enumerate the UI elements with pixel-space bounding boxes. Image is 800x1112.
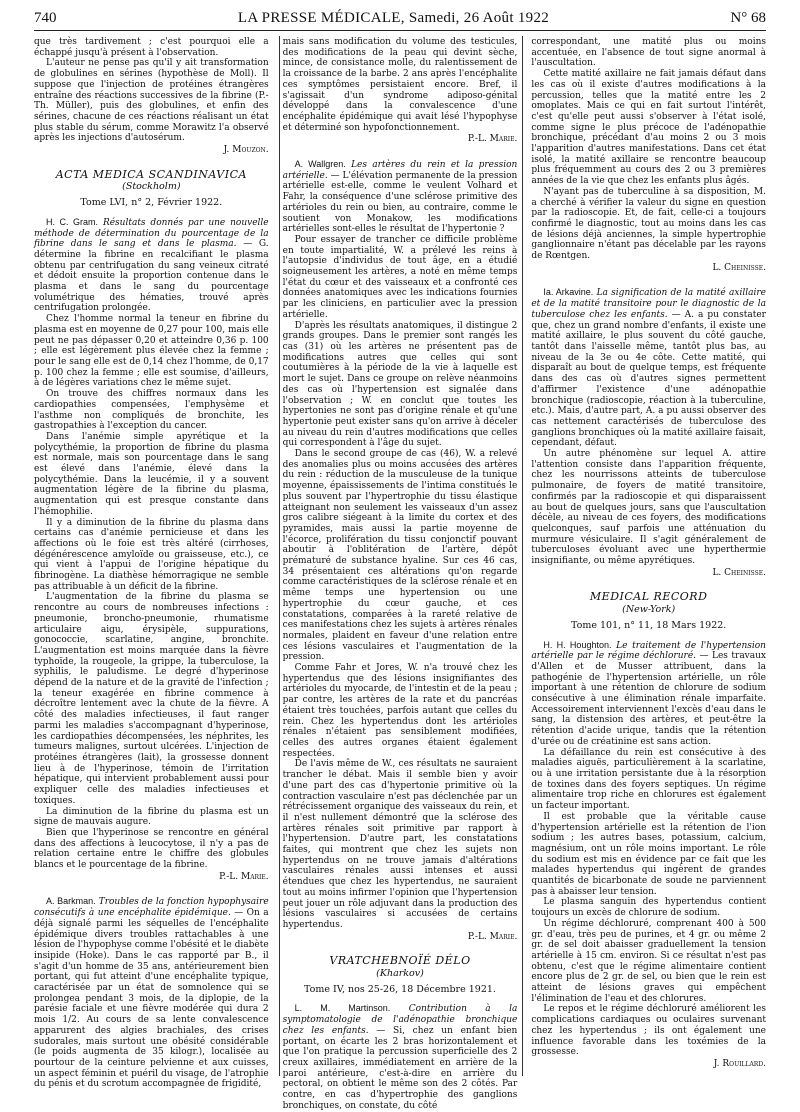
page-header bbox=[34, 10, 766, 31]
journal-heading: MEDICAL RECORD bbox=[589, 590, 708, 604]
abstract-gram bbox=[34, 217, 269, 314]
paragraph: Comme Fahr et Jores, W. n'a trouvé chez les hypertendus que des lésions insignifiantes des artérioles du myocarde, de l'intestin et de la peau ; par contre, les artères de la rate et du pancréas étaient très touchées, parfois autant que celles du rein. Chez les hypertendus dont les artérioles rénales n'étaient pas sensiblement modifiées, celles des autres organes étaient également respectées. bbox=[282, 663, 518, 759]
paragraph: La défaillance du rein est consécutive à des maladies aiguës, particulièrement à la scarlatine, ou à une irritation persistante due à la résorption de toxines dans des foyers septiques. Un régime alimentaire trop riche en chlorures est également un facteur important. bbox=[531, 747, 766, 812]
abstract-text: — L'élévation permanente de la pression artérielle est-elle, comme le veulent Volhard et Fahr, la conséquence d'une sclérose primitive des artérioles du rein ou bien, au contraire, comme le soutient von Monakow, les modifications artérielles sont-elles le résultat de l'hypertonie ? bbox=[282, 170, 518, 235]
abstract-text: — A. a pu constater que, chez un grand nombre d'enfants, il existe une matité axillaire, le plus souvent du côté gauche, tantôt dans l'aisselle même, tantôt plus bas, au niveau de la 3e ou 4e côte. Cette matité, qui disparaît au bout de quelque temps, est fréquente dans des cas où d'autres signes permettent d'affirmer l'existence d'une adénopathie bronchique (radioscopie, réaction à la tuberculine, etc.). Mais, d'autre part, A. a pu aussi observer des cas nettement caractérisés de tuberculose des ganglions bronchiques où la matité axillaire faisait, cependant, défaut. bbox=[531, 309, 766, 449]
signature: J. Mouzon. bbox=[223, 145, 269, 156]
journal-city: (Kharkov) bbox=[376, 968, 424, 980]
paragraph: Pour essayer de trancher ce difficile problème en toute impartialité, W. a prélevé les reins à l'autopsie d'individus de tout âge, en a étudié soigneusement les artères, a noté en même temps l'état du cœur et des vaisseaux et a confronté ces données anatomiques avec les indications fournies par les cliniciens, en particulier avec la pression artérielle. bbox=[282, 234, 518, 320]
paragraph: Un régime déchloruré, comprenant 400 à 500 gr. d'eau, très peu de purines, et 4 gr. ou même 2 gr. de sel doit abaisser graduellement la tension artérielle à 15 cm. environ. Si ce résultat n'est pas obtenu, c'est que le régime alimentaire contient encore plus de 2 gr. de sel, ou bien que le rein est atteint de lésions graves qui empêchent l'élimination de l'eau et des chlorures. bbox=[531, 918, 766, 1004]
paragraph: Dans l'anémie simple apyrétique et la polycythémie, la proportion de fibrine du plasma est normale, mais son pourcentage dans le sang est élevé dans l'anémie, élevé dans la polycythémie. Dans la leucémie, il y a souvent augmentation légère de la fibrine du plasma, augmentation qui est presque constante dans l'hémophilie. bbox=[34, 431, 269, 517]
volume-line: Tome LVI, n° 2, Février 1922. bbox=[80, 197, 223, 209]
journal-city: (Stockholm) bbox=[122, 181, 181, 193]
article-title: Troubles de la fonction hypophysaire consécutifs à une encéphalite épidémique. bbox=[34, 897, 269, 919]
abstract-text: — On a déjà signalé parmi les séquelles de l'encéphalite épidémique divers troubles rattachables à une lésion de l'hypophyse comme l'obésité et le diabète insipide (Hoke). Dans le cas rapporté par B., il s'agit d'un homme de 35 ans, antérieurement bien portant, qui fut atteint d'une encéphalite typique, caractérisée par un état de somnolence qui se prolongea pendant 3 mois, de la diplopie, de la parésie faciale et une fièvre modérée qui dura 2 mois 1/2. Au cours de sa lente convalescence apparurent des algies brachiales, des crises sudorales, mais surtout une obésité considérable (le poids augmenta de 35 kilogr.), localisée au pourtour de la ceinture pelvienne et aux cuisses, un aspect féminin et puéril du visage, de l'atrophie du pénis et du scrotum accompagnée de frigidité, bbox=[34, 908, 269, 1090]
abstract-houghton bbox=[531, 640, 766, 748]
paragraph: Chez l'homme normal la teneur en fibrine du plasma est en moyenne de 0,27 pour 100, mais elle peut ne pas dépasser 0,20 et atteindre 0,36 p. 100 ; elle est légèrement plus élevée chez la femme ; pour le sang elle est de 0,14 chez l'homme, de 0,17 p. 100 chez la femme ; elle est soumise, d'ailleurs, à de légères variations chez le même sujet. bbox=[34, 314, 269, 389]
paragraph: N'ayant pas de tuberculine à sa disposition, M. a cherché à vérifier la valeur du signe en question par la radioscopie. Et, de fait, celle-ci a toujours confirmé le diagnostic, tout au moins dans les cas de lésions déjà anciennes, la simple hypertrophie ganglionnaire n'étant pas décelable par les rayons de Rœntgen. bbox=[531, 186, 766, 262]
paragraph: L'auteur ne pense pas qu'il y ait transformation de globulines en sérines (hypothèse de Moll). Il suppose que l'injection de protéines étrangères entraîne des réactions successives de la fibrine (P.-Th. Müller), puis des globulines, et enfin des sérines, chacune de ces réactions réalisant un état plus stable du sérum, comme Morawitz l'a observé après les injections d'autosérum. bbox=[34, 58, 269, 144]
author-name: H. C. Gram. bbox=[46, 216, 99, 227]
volume-line: Tome 101, n° 11, 18 Mars 1922. bbox=[571, 619, 727, 631]
paragraph: Le repos et le régime déchloruré améliorent les complications cardiaques ou oculaires survenant chez les hypertendus ; ils ont également une influence favorable dans les toxémies de la grossesse. bbox=[531, 1004, 766, 1058]
article-title: Les artères du rein et la pression artérielle. bbox=[282, 160, 518, 181]
paragraph: L'augmentation de la fibrine du plasma se rencontre au cours de nombreuses infections : pneumonie, broncho-pneumonie, rhumatisme articulaire aigu, érysipèle, suppurations, gonococcie, scarlatine, angine, bronchite. L'augmentation est moins marquée dans la fièvre typhoïde, la rougeole, la grippe, la tuberculose, la syphilis, le paludisme. Le degré d'hyperinose dépend de la nature et de la gravité de l'infection ; la teneur exagérée en fibrine commence à décroître lentement avec la chute de la fièvre. A côté des maladies infectieuses, il faut ranger parmi les maladies s'accompagnant d'hyperinose, les cardiopathies décompensées, les néphrites, les tumeurs malignes, surtout ulcérées. L'injection de protéines étrangères (lait), la grossesse donnent lieu à de l'hyperinose, témoin de l'irritation hépatique, qui intervient probablement aussi pour expliquer celle des maladies infectieuses et toxiques. bbox=[34, 592, 269, 806]
journal-city: (New-York) bbox=[622, 604, 676, 616]
author-name: Ia. Arkavine. bbox=[543, 287, 594, 298]
signature: L. Cheinisse. bbox=[712, 567, 766, 578]
author-name: H. H. Houghton. bbox=[543, 639, 612, 650]
paragraph: La diminution de la fibrine du plasma est un signe de mauvais augure. bbox=[34, 806, 269, 828]
signature: L. Cheinisse. bbox=[712, 262, 766, 273]
author-name: A. Wallgren. bbox=[294, 159, 346, 170]
column-middle bbox=[283, 37, 518, 1112]
columns bbox=[34, 37, 766, 1112]
page-number: 740 bbox=[34, 10, 57, 26]
paragraph: D'après les résultats anatomiques, il distingue 2 grands groupes. Dans le premier sont rangés les cas (31) où les artères ne présentent pas de modifications autres que celles qui sont coutumières à la période de la vie à laquelle est mort le sujet. Dans ce groupe on relève néanmoins des cas où l'hypertension est signalée dans l'observation ; W. en conclut que toutes les hypertonies ne sont pas d'origine rénale et qu'une hypertonie peut exister sans qu'on arrive à déceler au niveau du rein d'autres modifications que celles qui correspondent à l'âge du sujet. bbox=[282, 320, 518, 449]
abstract-text: — Les travaux d'Allen et de Musser attribuent, dans la pathogénie de l'hypertension artérielle, un rôle important à une rétention de chlorure de sodium consécutive à une élimination rénale imparfaite. Accessoirement interviennent l'excès d'eau dans le sang, la distension des artères, et peut-être la rétention d'acide urique, tandis que la rétention d'urée ou de créatinine est sans action. bbox=[531, 651, 767, 747]
column-rule bbox=[279, 36, 280, 1076]
paragraph: Dans le second groupe de cas (46), W. a relevé des anomalies plus ou moins accusées des artères du rein : réduction de la musculeuse de la tunique moyenne, épaississements de l'intima constitués le plus souvent par l'hypertrophie du tissu élastique atteignant non seulement les vaisseaux d'un assez gros calibre siégeant à la limite du cortex et des pyramides, mais aussi la partie moyenne de l'écorce, prolifération du tissu conjonctif pouvant aboutir à l'oblitération de l'artère, dépôt prématuré de substance hyaline. Sur ces 46 cas, 34 présentaient ces altérations qu'on regarde comme caractéristiques de la sclérose rénale et en même temps une hypertension ou une hypertrophie du cœur gauche, et ces constatations, comparées à la rareté relative de ces manifestations chez les sujets à artères rénales normales, plaident en faveur d'une relation entre ces lésions vasculaires et l'augmentation de la pression. bbox=[282, 449, 518, 663]
journal-heading: ACTA MEDICA SCANDINAVICA bbox=[55, 167, 247, 181]
signature: J. Rouillard. bbox=[713, 1058, 766, 1069]
signature: P.-L. Marie. bbox=[467, 931, 518, 942]
author-name: L. M. Martinson. bbox=[294, 1003, 391, 1014]
paragraph: Il est probable que la véritable cause d'hypertension artérielle est la rétention de l'ion sodium ; les autres bases, potassium, calcium, magnésium, ont un rôle moins important. Le rôle du sodium est mis en évidence par ce fait que les malades hypertendus qui ingèrent de grandes quantités de bicarbonate de soude ne parviennent pas à abaisser leur tension. bbox=[531, 811, 766, 897]
paragraph: Bien que l'hyperinose se rencontre en général dans des affections à leucocytose, il n'y a pas de relation certaine entre le chiffre des globules blancs et le pourcentage de la fibrine. bbox=[34, 827, 269, 871]
column-rule bbox=[522, 36, 523, 1076]
abstract-text: — Si, chez un enfant bien portant, on écarte les 2 bras horizontalement et que l'on pratique la percussion superficielle des 2 creux axillaires, immédiatement en arrière de la paroi antérieure, c'est-à-dire en arrière du pectoral, on obtient le même son des 2 côtés. Par contre, en cas d'hypertrophie des ganglions bronchiques, on constate, du côté bbox=[282, 1025, 518, 1111]
article-title: Contribution à la symptomatologie de l'adénopathie bronchique chez les enfants. bbox=[282, 1004, 518, 1036]
journal-title: LA PRESSE MÉDICALE, Samedi, 26 Août 1922 bbox=[237, 10, 550, 26]
author-name: A. Barkman. bbox=[46, 896, 96, 907]
abstract-arkavine bbox=[531, 287, 766, 449]
paragraph: De l'avis même de W., ces résultats ne sauraient trancher le débat. Mais il semble bien y avoir d'une part des cas d'hypertonie primitive où la contraction vasculaire n'est pas déclenchée par un rétrécissement organique des vaisseaux du rein, et il n'est nullement démontré que la sclérose des artères rénales soit primitive par rapport à l'hypertension. D'autre part, les constatations faites, qui montrent que chez les sujets non hypertendus on ne trouve jamais d'altérations vasculaires rénales aussi intenses et aussi étendues que chez les hypertendus, ne sauraient tout au moins infirmer l'opinion que l'hypertension peut jouer un rôle adjuvant dans la production des lésions vasculaires si accusées de certains hypertendus. bbox=[282, 759, 518, 930]
column-left bbox=[34, 37, 269, 1112]
abstract-wallgren bbox=[283, 159, 518, 235]
column-right bbox=[531, 37, 766, 1112]
paragraph: correspondant, une matité plus ou moins accentuée, en l'absence de tout signe anormal à l'auscultation. bbox=[531, 37, 766, 69]
paragraph: Le plasma sanguin des hypertendus contient toujours un excès de chlorure de sodium. bbox=[531, 897, 766, 919]
article-title: Résultats donnés par une nouvelle méthode de détermination du pourcentage de la fibrine dans le sang et dans le plasma. bbox=[34, 217, 269, 250]
paragraph: Cette matité axillaire ne fait jamais défaut dans les cas où il existe d'autres modifications à la percussion, telles que la matité entre les 2 omoplates. Mais ce qui en fait surtout l'intérêt, c'est qu'elle peut aussi s'observer à l'état isolé, comme signe le plus précoce de l'adénopathie bronchique, précédant d'au moins 2 ou 3 mois l'apparition d'autres manifestations. Dans cet état isolé, la matité axillaire se rencontre beaucoup plus fréquemment au cours des 2 ou 3 premières années de la vie que chez les enfants plus âgés. bbox=[531, 69, 766, 187]
signature: P.-L. Marie. bbox=[219, 871, 269, 882]
article-title: La signification de la matité axillaire et de la matité transitoire pour le diagnostic de la tuberculose chez les enfants. bbox=[531, 288, 766, 320]
abstract-martinson bbox=[283, 1003, 518, 1111]
issue-number: N° 68 bbox=[730, 10, 766, 26]
journal-heading: VRATCHEBNOÏÉ DÉLO bbox=[329, 954, 471, 968]
paragraph: que très tardivement ; c'est pourquoi elle a échappé jusqu'à présent à l'observation. bbox=[34, 37, 269, 58]
abstract-text: — G. détermine la fibrine en recalcifiant le plasma obtenu par centrifugation du sang veineux citraté et dédoit ensuite la proportion contenue dans le plasma et dans le sang du pourcentage volumétrique des hématies, trouvé après centrifugation prolongée. bbox=[34, 239, 269, 314]
signature: P.-L. Marie. bbox=[467, 134, 518, 145]
paragraph: mais sans modification du volume des testicules, des modifications de la peau qui devint sèche, mince, de consistance molle, du ralentissement de la croissance de la barbe. 2 ans après l'encéphalite ces symptômes persistaient encore. Bref, il s'agissait d'un syndrome adiposo-génital développé dans la convalescence d'une encéphalite épidémique qui avait lésé l'hypophyse et déterminé son hypofonctionnement. bbox=[282, 37, 518, 133]
article-title: Le traitement de l'hypertension artérielle par le régime déchloruré. bbox=[531, 640, 766, 662]
volume-line: Tome IV, nos 25-26, 18 Décembre 1921. bbox=[304, 983, 496, 995]
paragraph: On trouve des chiffres normaux dans les cardiopathies compensées, l'emphysème et l'asthme non compliqués de bronchite, les gastropathies à l'exception du cancer. bbox=[34, 389, 269, 432]
paragraph: Un autre phénomène sur lequel A. attire l'attention consiste dans l'apparition fréquente, chez les nourrissons atteints de tuberculose pulmonaire, de foyers de matité transitoire, confirmés par la radioscopie et qui disparaissent au bout de quelques jours, sans que l'auscultation décèle, au niveau de ces foyers, des modifications quelconques, sauf parfois une atténuation du murmure vésiculaire. Il s'agit généralement de tuberculoses évoluant avec une hyperthermie insignifiante, ou même apyrétiques. bbox=[531, 449, 766, 567]
abstract-barkman bbox=[34, 896, 269, 1090]
paragraph: Il y a diminution de la fibrine du plasma dans certains cas d'anémie pernicieuse et dans les affections où le foie est très altéré (cirrhoses, dégénérescence amyloïde ou graisseuse, etc.), ce qui vient à l'appui de l'origine hépatique du fibrinogène. La diathèse hémorragique ne semble pas attribuable à un déficit de la fibrine. bbox=[34, 517, 269, 592]
